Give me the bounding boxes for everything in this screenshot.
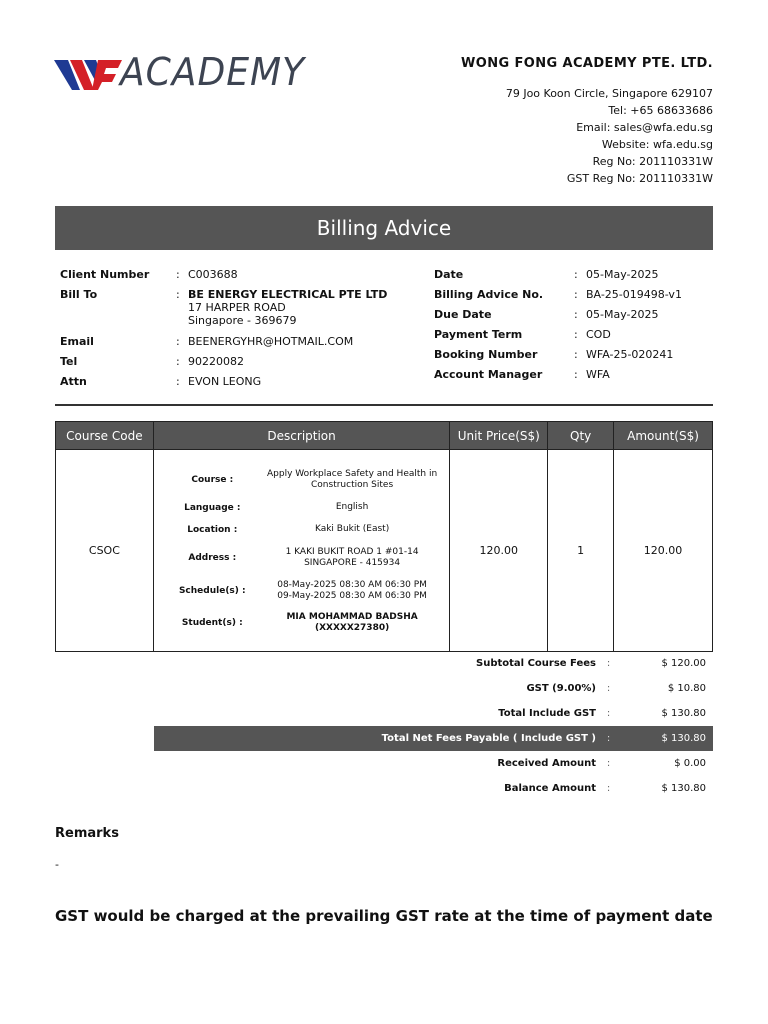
summary-subtotal — [154, 651, 713, 676]
amount: 120.00 — [614, 450, 713, 652]
summary-label: Total Net Fees Payable ( Include GST ) — [381, 733, 596, 744]
table-row — [56, 450, 713, 652]
due-date-row — [434, 308, 714, 321]
due-date: 05-May-2025 — [586, 308, 659, 321]
course-label: Course : — [191, 474, 234, 485]
gst-note: GST would be charged at the prevailing GST rate at the time of payment date — [55, 907, 713, 925]
schedule-1: 08-May-2025 08:30 AM 06:30 PM — [277, 579, 427, 590]
summary-value: $ 0.00 — [674, 758, 706, 769]
bill-to-address-1: 17 HARPER ROAD — [188, 301, 286, 314]
summary-label: GST (9.00%) — [526, 683, 596, 694]
remarks-heading: Remarks — [55, 826, 119, 841]
email-label: Email — [60, 335, 94, 348]
course-code: CSOC — [56, 450, 154, 652]
address-1: 1 KAKI BUKIT ROAD 1 #01-14 — [285, 546, 419, 557]
course-detail-row — [170, 463, 450, 497]
due-date-label: Due Date — [434, 308, 492, 321]
billing-info — [434, 268, 714, 388]
wf-mark-icon — [54, 56, 124, 96]
remarks-value: - — [55, 858, 59, 871]
summary-value: $ 10.80 — [667, 683, 706, 694]
col-qty: Qty — [548, 422, 614, 450]
colon: : — [574, 308, 578, 321]
colon: : — [176, 375, 180, 388]
client-number: C003688 — [188, 268, 238, 281]
summary-value: $ 130.80 — [661, 708, 706, 719]
col-unit-price: Unit Price(S$) — [450, 422, 548, 450]
summary-label: Total Include GST — [498, 708, 596, 719]
document-title: Billing Advice — [55, 206, 713, 250]
address-detail-row — [170, 541, 450, 575]
advice-no-label: Billing Advice No. — [434, 288, 544, 301]
colon: : — [606, 708, 611, 719]
location-detail-row — [170, 519, 450, 541]
student-label: Student(s) : — [181, 617, 243, 628]
schedule-detail-row — [170, 575, 450, 607]
email-row — [60, 335, 420, 348]
bill-to-name: BE ENERGY ELECTRICAL PTE LTD — [188, 288, 388, 301]
logo-wordmark: ACADEMY — [120, 50, 306, 94]
address-2: SINGAPORE - 415934 — [304, 557, 401, 568]
manager-row — [434, 368, 714, 381]
course-name-1: Apply Workplace Safety and Health in — [266, 468, 438, 479]
divider — [55, 404, 713, 406]
wfa-logo — [54, 50, 324, 96]
client-number-row — [60, 268, 420, 281]
schedule-2: 09-May-2025 08:30 AM 06:30 PM — [277, 590, 427, 601]
summary-value: $ 130.80 — [661, 783, 706, 794]
colon: : — [606, 783, 611, 794]
col-description: Description — [153, 422, 450, 450]
bill-to-row — [60, 288, 420, 327]
schedule-label: Schedule(s) : — [178, 585, 246, 596]
payment-term-row — [434, 328, 714, 341]
qty: 1 — [548, 450, 614, 652]
language-detail-row — [170, 497, 450, 519]
summary-label: Subtotal Course Fees — [476, 658, 596, 669]
advice-no-row — [434, 288, 714, 301]
attn-label: Attn — [60, 375, 87, 388]
manager-label: Account Manager — [434, 368, 543, 381]
client-info — [60, 268, 420, 395]
colon: : — [176, 335, 180, 348]
booking-row — [434, 348, 714, 361]
tel-label: Tel — [60, 355, 78, 368]
advice-no: BA-25-019498-v1 — [586, 288, 682, 301]
client-number-label: Client Number — [60, 268, 150, 281]
summary-total-include-gst — [154, 701, 713, 726]
language: English — [335, 502, 369, 512]
date-row — [434, 268, 714, 281]
summary-value: $ 120.00 — [661, 658, 706, 669]
table-header-row — [56, 422, 713, 450]
course-description — [153, 450, 450, 652]
summary-balance — [154, 776, 713, 801]
course-name-2: Construction Sites — [311, 479, 394, 490]
location: Kaki Bukit (East) — [314, 524, 390, 534]
booking-label: Booking Number — [434, 348, 538, 361]
company-address: 79 Joo Koon Circle, Singapore 629107 — [505, 87, 713, 100]
company-gst-reg: GST Reg No: 201110331W — [566, 172, 713, 185]
colon: : — [574, 348, 578, 361]
student-name: MIA MOHAMMAD BADSHA — [286, 611, 418, 622]
bill-to-label: Bill To — [60, 288, 98, 301]
colon: : — [574, 268, 578, 281]
billing-date: 05-May-2025 — [586, 268, 659, 281]
col-amount: Amount(S$) — [614, 422, 713, 450]
col-course-code: Course Code — [56, 422, 154, 450]
company-tel: Tel: +65 68633686 — [608, 104, 713, 117]
colon: : — [606, 733, 611, 744]
account-manager: WFA — [586, 368, 610, 381]
summary-label: Received Amount — [497, 758, 596, 769]
summary-received — [154, 751, 713, 776]
booking-number: WFA-25-020241 — [586, 348, 674, 361]
summary-net-payable — [154, 726, 713, 751]
colon: : — [606, 683, 611, 694]
summary-gst — [154, 676, 713, 701]
company-email: Email: sales@wfa.edu.sg — [576, 121, 713, 134]
summary-label: Balance Amount — [504, 783, 596, 794]
colon: : — [176, 268, 180, 281]
colon: : — [176, 355, 180, 368]
course-table — [55, 421, 713, 652]
tel-row — [60, 355, 420, 368]
payment-term-label: Payment Term — [434, 328, 523, 341]
student-detail-row — [170, 607, 450, 639]
colon: : — [606, 758, 611, 769]
colon: : — [574, 368, 578, 381]
language-label: Language : — [184, 502, 241, 513]
bill-to-address-2: Singapore - 369679 — [188, 314, 297, 327]
location-label: Location : — [187, 524, 238, 535]
attn-row — [60, 375, 420, 388]
company-website: Website: wfa.edu.sg — [601, 138, 713, 151]
client-email: BEENERGYHR@HOTMAIL.COM — [188, 335, 354, 348]
payment-term: COD — [586, 328, 611, 341]
client-attn: EVON LEONG — [188, 375, 262, 388]
colon: : — [176, 288, 180, 301]
colon: : — [606, 658, 611, 669]
student-id: (XXXXX27380) — [314, 622, 390, 633]
date-label: Date — [434, 268, 464, 281]
colon: : — [574, 288, 578, 301]
colon: : — [574, 328, 578, 341]
address-label: Address : — [188, 552, 237, 563]
company-name: WONG FONG ACADEMY PTE. LTD. — [461, 56, 713, 71]
summary-value: $ 130.80 — [661, 733, 706, 744]
company-info — [353, 56, 713, 187]
client-tel: 90220082 — [188, 355, 244, 368]
company-reg: Reg No: 201110331W — [592, 155, 713, 168]
unit-price: 120.00 — [450, 450, 548, 652]
